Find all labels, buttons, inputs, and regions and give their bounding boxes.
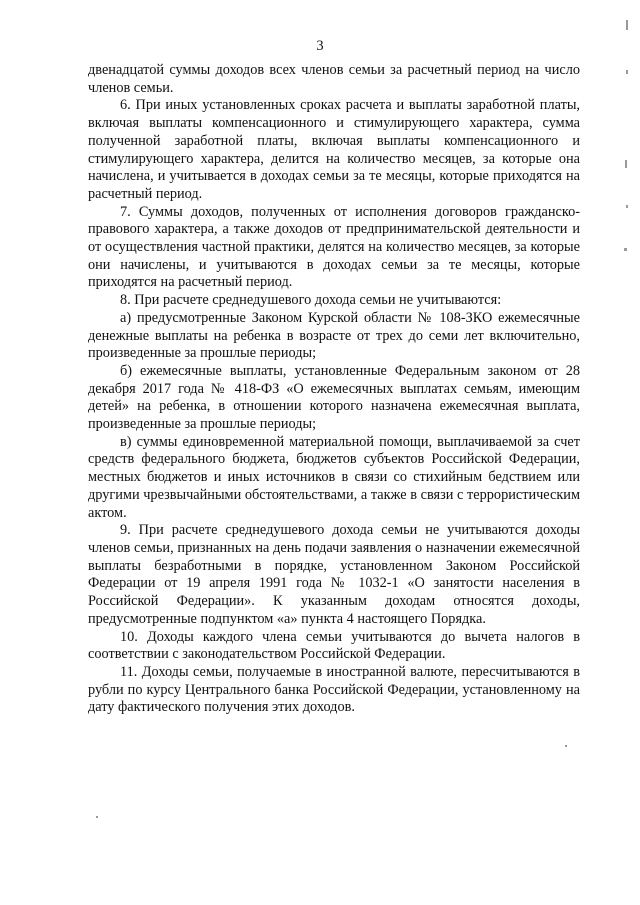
document-body bbox=[88, 62, 580, 717]
paragraph-continuation: двенадцатой суммы доходов всех членов семьи за расчетный период на число членов семьи. bbox=[88, 62, 580, 96]
paragraph-item-8: 8. При расчете среднедушевого дохода семьи не учитываются: bbox=[120, 292, 502, 309]
scan-artifact bbox=[624, 248, 627, 251]
paragraph-item-11: 11. Доходы семьи, получаемые в иностранной валюте, пересчитываются в рубли по курсу Центрального банка Российской Федерации, установленному на дату фактического получения этих доходов. bbox=[88, 663, 580, 716]
paragraph-item-8b: б) ежемесячные выплаты, установленные Федеральным законом от 28 декабря 2017 года № 418-ФЗ «О ежемесячных выплатах семьям, имеющим детей» на ребенка, в отношении которого назначена ежемесячная выплата, произведенные за прошлые периоды; bbox=[88, 362, 580, 433]
scan-artifact bbox=[626, 205, 628, 208]
scan-artifact bbox=[625, 160, 627, 168]
paragraph-item-10: 10. Доходы каждого члена семьи учитываются до вычета налогов в соответствии с законодательством Российской Федерации. bbox=[88, 628, 580, 663]
scan-artifact bbox=[96, 816, 98, 818]
paragraph-item-9: 9. При расчете среднедушевого дохода семьи не учитываются доходы членов семьи, признанных на день подачи заявления о назначении ежемесячной выплаты безработными в порядке, установленном Законом Российской Федерации от 19 апреля 1991 года № 1032-1 «О занятости населения в Российской Федерации». К указанным доходам относятся доходы, предусмотренные подпунктом «а» пункта 4 настоящего Порядка. bbox=[88, 522, 580, 627]
scan-artifact bbox=[626, 70, 628, 74]
paragraph-item-7: 7. Суммы доходов, полученных от исполнения договоров гражданско-правового характера, а также доходов от предпринимательской деятельности и от осуществления частной практики, делятся на количество месяцев, за которые они начислены, и учитываются в доходах семьи за те месяцы, которые приходятся на расчетный период. bbox=[88, 203, 580, 291]
scan-artifact bbox=[626, 20, 628, 30]
scan-artifact bbox=[565, 745, 567, 747]
paragraph-item-6: 6. При иных установленных сроках расчета и выплаты заработной платы, включая выплаты компенсационного и стимулирующего характера, сумма полученной заработной платы, включая выплаты компенсационного и стимулирующего характера, делится на количество месяцев, за которые она начислена, и учитывается в доходах семьи за те месяцы, которые приходятся на расчетный период. bbox=[88, 97, 580, 202]
paragraph-item-8v: в) суммы единовременной материальной помощи, выплачиваемой за счет средств федерального бюджета, бюджетов субъектов Российской Федерации, местных бюджетов и иных источников в связи со стихийным бедствием или другими чрезвычайными обстоятельствами, а также в связи с террористическим актом. bbox=[88, 433, 580, 521]
page-number: 3 bbox=[316, 38, 324, 54]
paragraph-item-8a: а) предусмотренные Законом Курской области № 108-ЗКО ежемесячные денежные выплаты на ребенка в возрасте от трех до семи лет включительно, произведенные за прошлые периоды; bbox=[88, 309, 580, 362]
